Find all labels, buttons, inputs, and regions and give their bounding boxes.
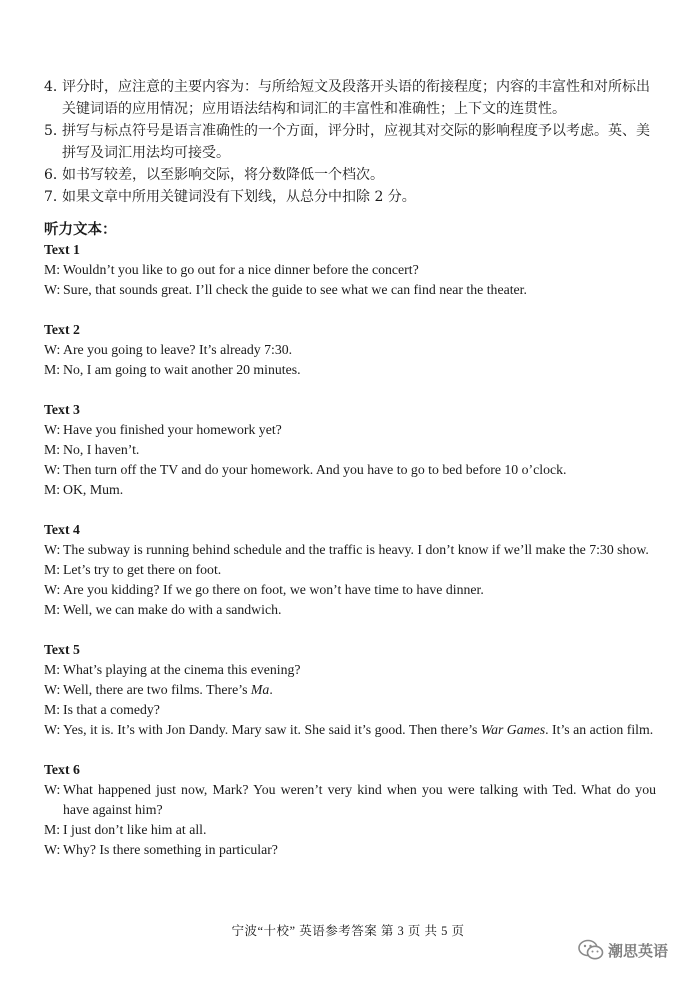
listening-transcripts (44, 240, 656, 880)
utterance-text: Are you kidding? If we go there on foot, we won’t have time to have dinner. (63, 582, 484, 597)
speaker-label: W: (44, 462, 61, 477)
watermark-text: 潮思英语 (608, 941, 669, 960)
utterance-text: Sure, that sounds great. I’ll check the guide to see what we can find near the theater. (63, 282, 527, 297)
note-number: 7． (44, 189, 67, 205)
speaker-label: M: (44, 602, 61, 617)
dialogue-line (44, 720, 656, 740)
dialogue-line (44, 700, 656, 720)
dialogue-line (44, 600, 656, 620)
listening-text-title: Text 5 (44, 642, 80, 657)
utterance-text: No, I am going to wait another 20 minutes. (63, 362, 301, 377)
scoring-note (44, 186, 659, 208)
utterance-text: . It’s an action film. (545, 722, 654, 737)
utterance-text: What’s playing at the cinema this evening? (63, 662, 301, 677)
speaker-label: M: (44, 562, 61, 577)
dialogue-line (44, 560, 656, 580)
dialogue-line (44, 440, 656, 460)
utterance-text: What happened just now, Mark? You weren’t very kind when you were talking with Ted. What do you have against him? (63, 782, 656, 817)
listening-text-title: Text 3 (44, 402, 80, 417)
utterance (63, 340, 656, 360)
listening-text-block (44, 240, 656, 300)
utterance (63, 460, 656, 480)
utterance-text: I just don’t like him at all. (63, 822, 207, 837)
wechat-icon (578, 939, 604, 961)
speaker-label: M: (44, 362, 61, 377)
listening-text-title: Text 2 (44, 322, 80, 337)
dialogue-line (44, 480, 656, 500)
utterance-text: Well, we can make do with a sandwich. (63, 602, 282, 617)
utterance-text: Are you going to leave? It’s already 7:30. (63, 342, 293, 357)
speaker-label: W: (44, 342, 61, 357)
watermark (578, 939, 668, 961)
dialogue-line (44, 780, 656, 820)
utterance (63, 600, 656, 620)
listening-text-block (44, 520, 656, 620)
speaker-label: W: (44, 582, 61, 597)
speaker-label: M: (44, 702, 61, 717)
utterance (63, 720, 656, 740)
speaker-label: M: (44, 442, 61, 457)
utterance-text: Is that a comedy? (63, 702, 160, 717)
utterance (63, 280, 656, 300)
utterance-text: OK, Mum. (63, 482, 124, 497)
note-text: 如书写较差，以至影响交际，将分数降低一个档次。 (62, 167, 384, 183)
utterance-text: Have you finished your homework yet? (63, 422, 282, 437)
listening-text-block (44, 760, 656, 860)
utterance (63, 560, 656, 580)
utterance (63, 840, 656, 860)
utterance-text: . (269, 682, 273, 697)
note-number: 4． (44, 79, 67, 95)
dialogue-line (44, 580, 656, 600)
utterance (63, 660, 656, 680)
dialogue-line (44, 360, 656, 380)
film-title: War Games (480, 722, 546, 737)
utterance (63, 260, 656, 280)
utterance-text: Yes, it is. It’s with Jon Dandy. Mary saw it. She said it’s good. Then there’s (63, 722, 481, 737)
dialogue-line (44, 540, 656, 560)
utterance (63, 700, 656, 720)
speaker-label: W: (44, 722, 61, 737)
note-number: 6． (44, 167, 67, 183)
utterance (63, 480, 656, 500)
dialogue-line (44, 420, 656, 440)
speaker-label: W: (44, 422, 61, 437)
utterance (63, 440, 656, 460)
dialogue-line (44, 660, 656, 680)
utterance-text: Well, there are two films. There’s (63, 682, 251, 697)
dialogue-line (44, 260, 656, 280)
dialogue-line (44, 820, 656, 840)
listening-text-title: Text 6 (44, 762, 80, 777)
listening-text-title: Text 1 (44, 242, 80, 257)
utterance (63, 360, 656, 380)
listening-text-block (44, 320, 656, 380)
dialogue-line (44, 340, 656, 360)
dialogue-line (44, 840, 656, 860)
utterance-text: The subway is running behind schedule and the traffic is heavy. I don’t know if we’ll make the 7:30 show. (63, 542, 649, 557)
utterance-text: Why? Is there something in particular? (63, 842, 278, 857)
utterance (63, 680, 656, 700)
scoring-notes (44, 76, 659, 208)
speaker-label: W: (44, 542, 61, 557)
scoring-note (44, 76, 659, 120)
scoring-note (44, 164, 659, 186)
speaker-label: W: (44, 842, 61, 857)
speaker-label: M: (44, 482, 61, 497)
utterance (63, 540, 656, 560)
speaker-label: M: (44, 662, 61, 677)
scoring-note (44, 120, 659, 164)
note-text: 如果文章中所用关键词没有下划线，从总分中扣除 2 分。 (62, 189, 416, 205)
utterance-text: Then turn off the TV and do your homework. And you have to go to bed before 10 o’clock. (63, 462, 567, 477)
note-text: 评分时，应注意的主要内容为：与所给短文及段落开头语的衔接程度；内容的丰富性和对所标出关键词语的应用情况；应用语法结构和词汇的丰富性和准确性；上下文的连贯性。 (62, 79, 650, 117)
utterance (63, 780, 656, 820)
utterance-text: Let’s try to get there on foot. (63, 562, 222, 577)
utterance (63, 820, 656, 840)
note-text: 拼写与标点符号是语言准确性的一个方面，评分时，应视其对交际的影响程度予以考虑。英、美拼写及词汇用法均可接受。 (62, 123, 650, 161)
listening-text-block (44, 400, 656, 500)
speaker-label: W: (44, 282, 61, 297)
speaker-label: M: (44, 262, 61, 277)
listening-text-title: Text 4 (44, 522, 80, 537)
speaker-label: M: (44, 822, 61, 837)
page-footer: 宁波“十校” 英语参考答案 第 3 页 共 5 页 (231, 924, 465, 938)
note-number: 5． (44, 123, 67, 139)
speaker-label: W: (44, 682, 61, 697)
dialogue-line (44, 460, 656, 480)
film-title: Ma (250, 682, 270, 697)
utterance-text: No, I haven’t. (63, 442, 140, 457)
dialogue-line (44, 280, 656, 300)
dialogue-line (44, 680, 656, 700)
utterance (63, 420, 656, 440)
utterance-text: Wouldn’t you like to go out for a nice dinner before the concert? (63, 262, 419, 277)
listening-text-block (44, 640, 656, 740)
utterance (63, 580, 656, 600)
speaker-label: W: (44, 782, 61, 797)
listening-section-title: 听力文本： (44, 222, 117, 238)
